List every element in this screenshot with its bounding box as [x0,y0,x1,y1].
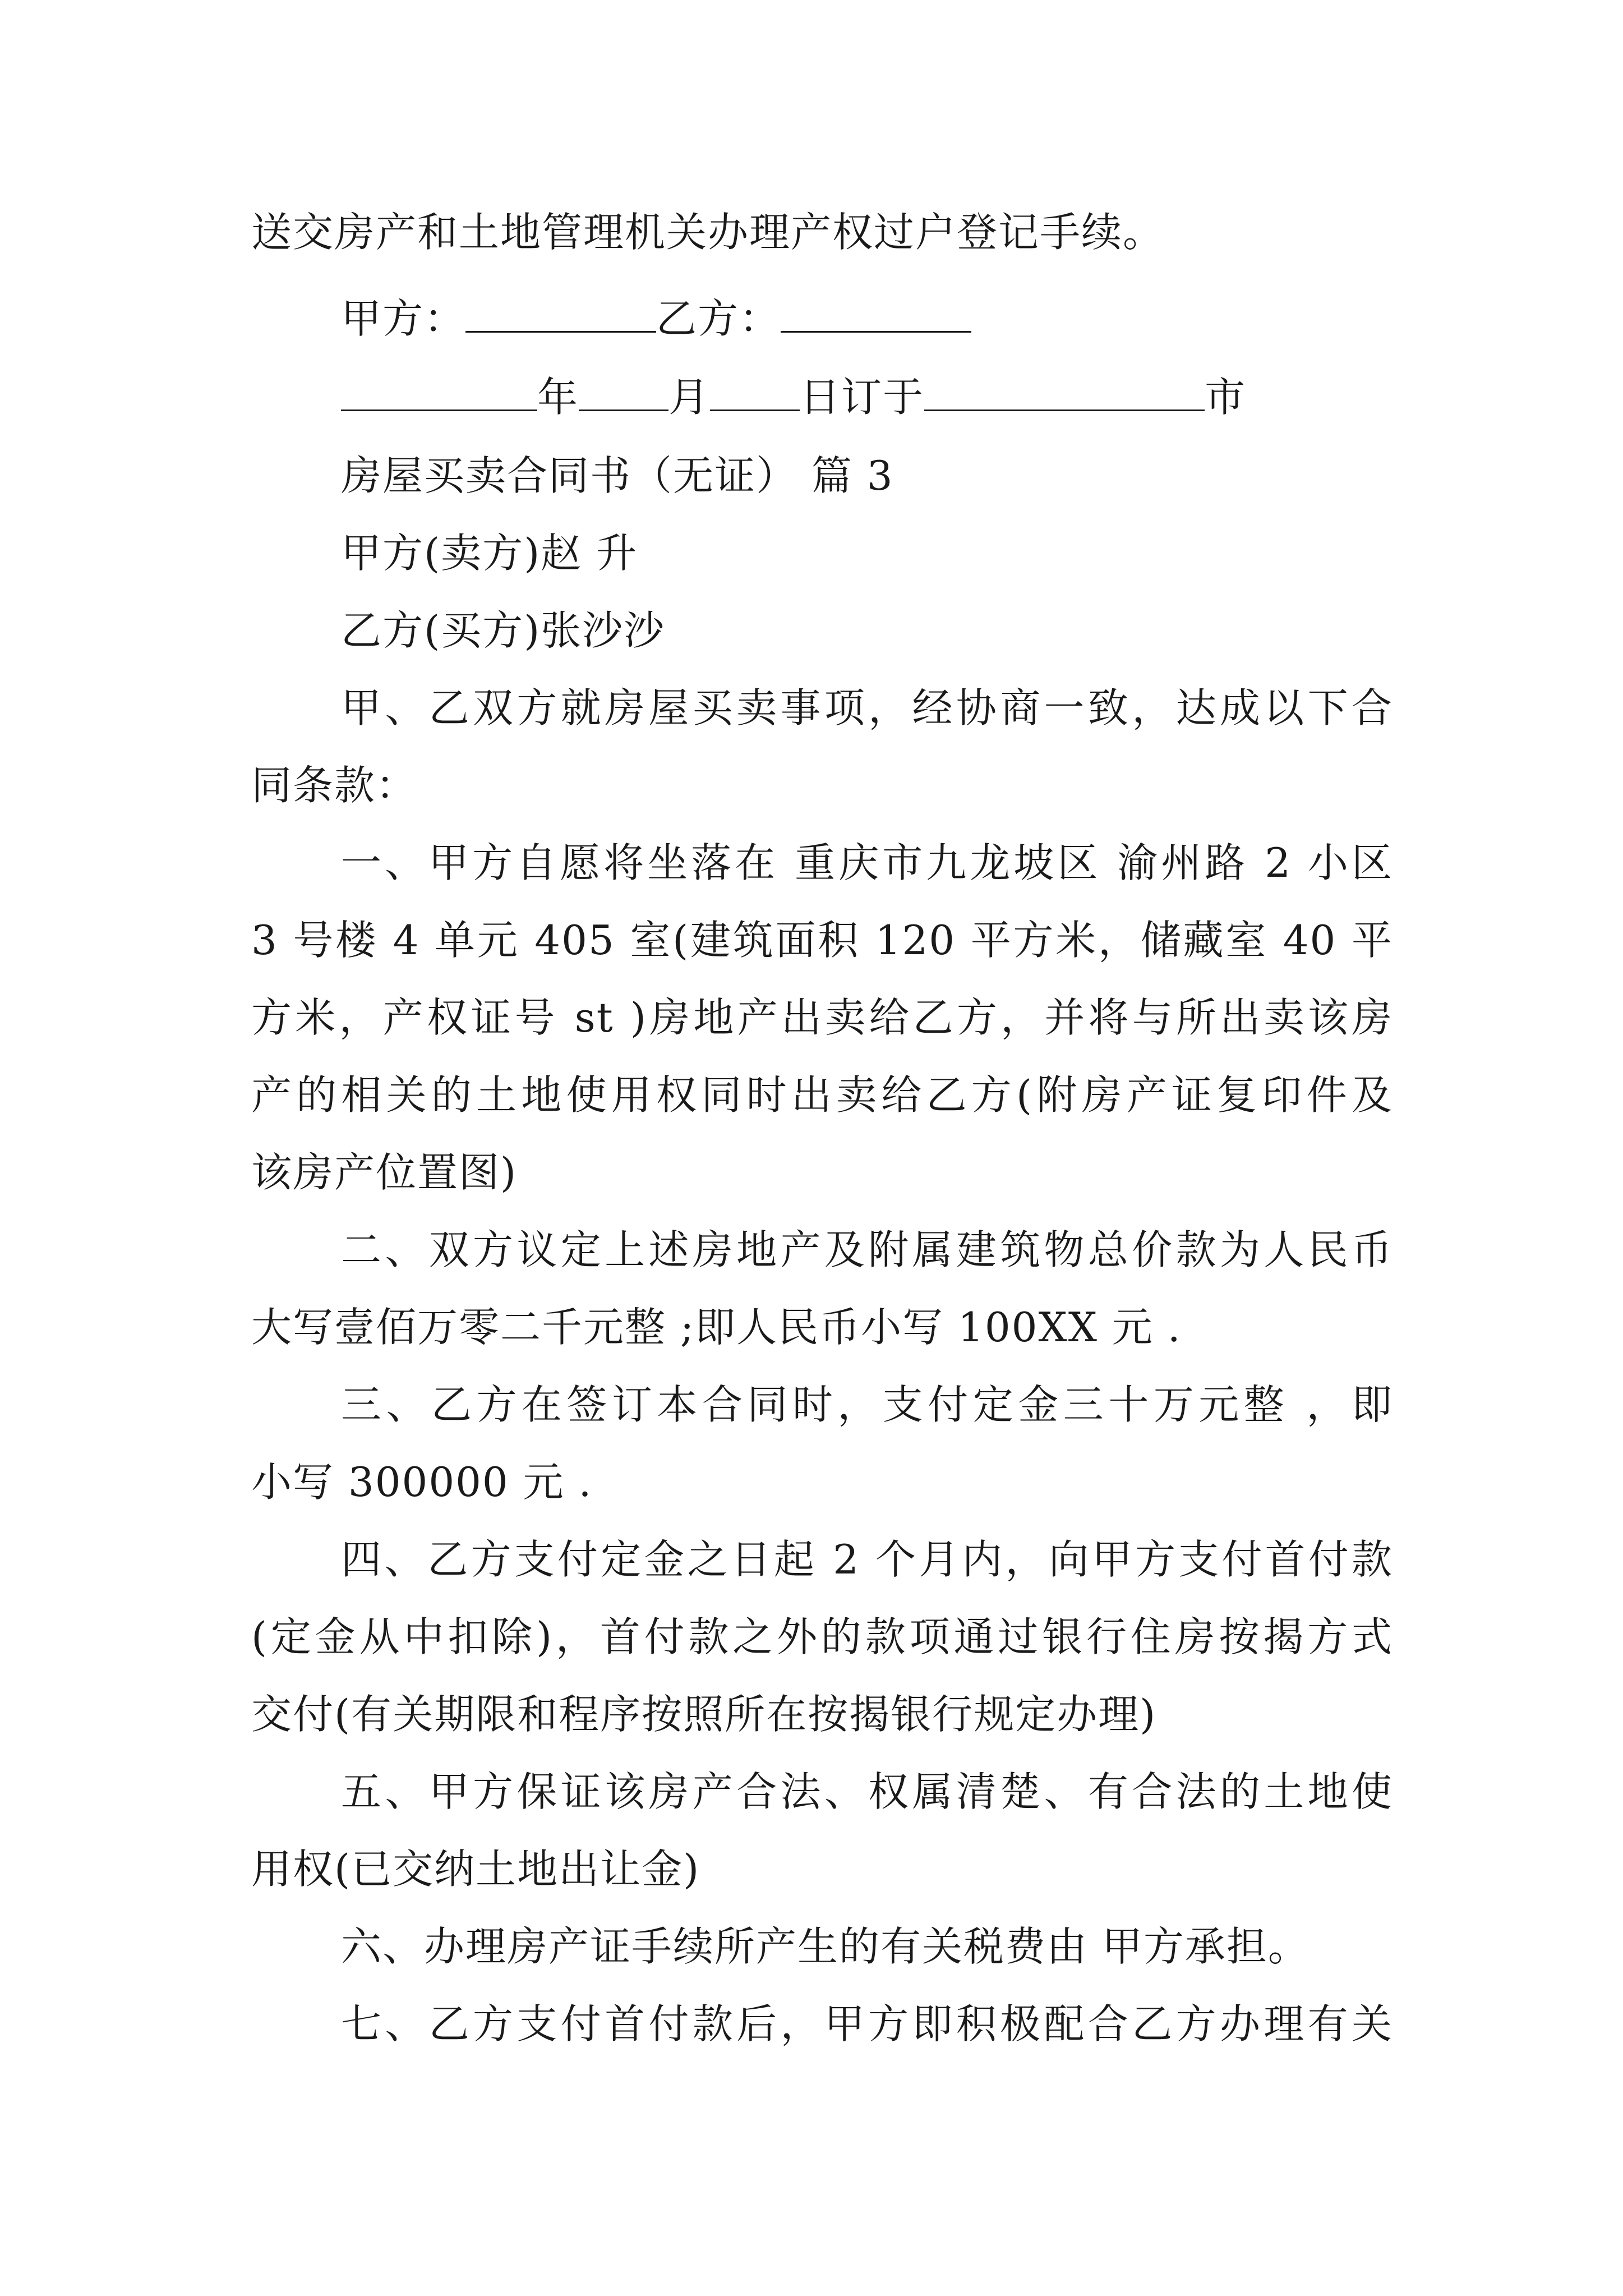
signature-line [341,292,971,346]
month-label: 月 [668,374,711,421]
text-line: 小写 300000 元 . [251,1458,593,1506]
text-line: 三、乙方在签订本合同时，支付定金三十万元整 ，即 [341,1381,1393,1428]
city-blank [924,376,1205,411]
text-line: 交付(有关期限和程序按照所在按揭银行规定办理) [251,1691,1157,1738]
party-a-label: 甲方： [341,295,466,342]
text-line: (定金从中扣除)，首付款之外的款项通过银行住房按揭方式 [251,1613,1393,1660]
text-line: 送交房产和土地管理机关办理产权过户登记手续。 [251,209,1165,256]
text-line: 大写壹佰万零二千元整 ;即人民币小写 100XX 元 . [251,1304,1182,1351]
text-line: 六、办理房产证手续所产生的有关税费由 甲方承担。 [341,1923,1310,1970]
year-blank [341,376,537,411]
text-line: 该房产位置图) [251,1149,518,1196]
text-line: 用权(已交纳土地出让金) [251,1846,700,1893]
text-line: 乙方(买方)张沙沙 [341,607,666,654]
party-b-blank [781,297,971,333]
text-line: 甲方(卖方)赵 升 [341,530,638,577]
text-line: 二、双方议定上述房地产及附属建筑物总价款为人民币 [341,1226,1393,1273]
text-line: 一、甲方自愿将坐落在 重庆市九龙坡区 渝州路 2 小区 [341,839,1393,886]
text-line: 产的相关的土地使用权同时出卖给乙方(附房产证复印件及 [251,1071,1393,1119]
text-line: 七、乙方支付首付款后，甲方即积极配合乙方办理有关 [341,2000,1393,2047]
text-line: 3 号楼 4 单元 405 室(建筑面积 120 平方米，储藏室 40 平 [251,917,1393,964]
section-title: 房屋买卖合同书（无证） 篇 3 [341,452,894,499]
city-label: 市 [1205,374,1247,421]
day-blank [710,376,800,411]
text-line: 方米，产权证号 st )房地产出卖给乙方，并将与所出卖该房 [251,994,1393,1041]
year-label: 年 [537,374,579,421]
day-signed-at-label: 日订于 [800,374,925,421]
party-a-blank [465,297,656,333]
party-b-label: 乙方： [656,295,781,342]
text-line: 四、乙方支付定金之日起 2 个月内，向甲方支付首付款 [341,1536,1393,1583]
text-line: 甲、乙双方就房屋买卖事项，经协商一致，达成以下合 [341,684,1393,731]
date-place-line [341,370,1246,424]
text-line: 五、甲方保证该房产合法、权属清楚、有合法的土地使 [341,1768,1393,1815]
month-blank [579,376,668,411]
text-line: 同条款： [251,762,418,809]
